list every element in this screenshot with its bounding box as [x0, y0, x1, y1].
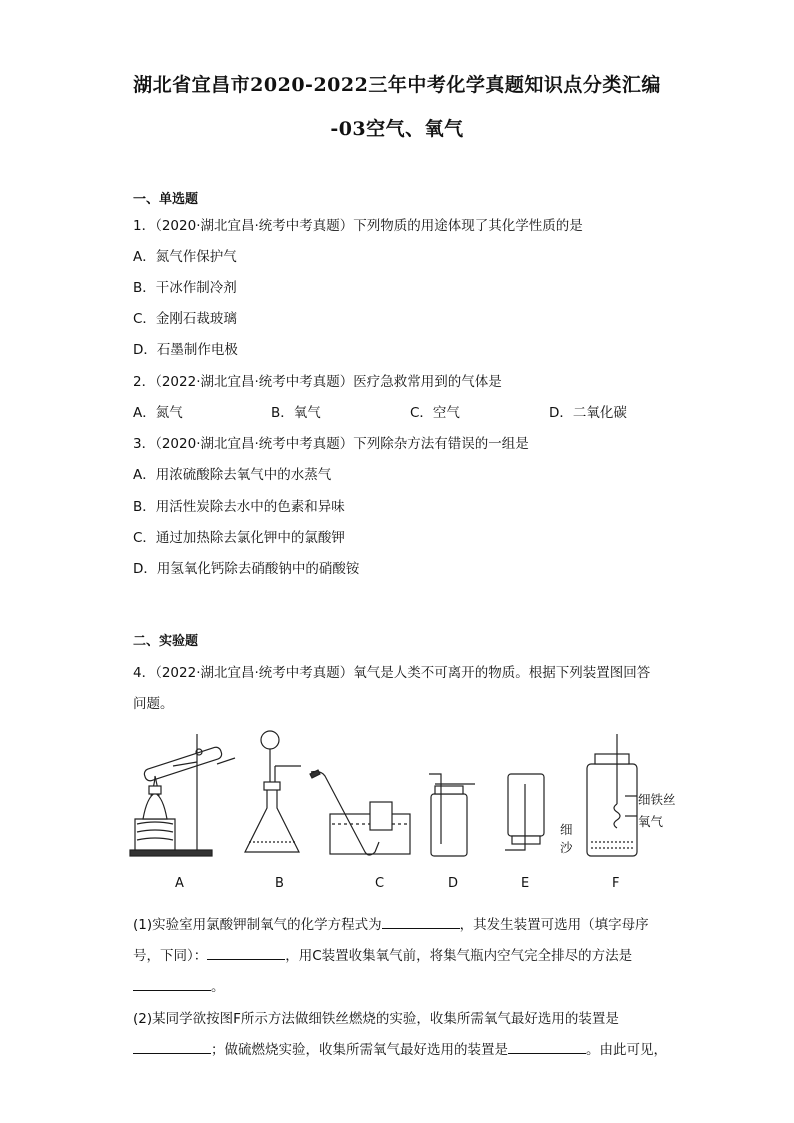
question-1-option-a: A．氮气作保护气	[133, 249, 237, 265]
question-4-stem-line2: 问题。	[133, 696, 174, 712]
question-3-option-c: C．通过加热除去氯化钾中的氯酸钾	[133, 530, 345, 546]
question-4-part-1-line1	[133, 913, 649, 933]
question-3-option-d: D．用氢氧化钙除去硝酸钠中的硝酸铵	[133, 561, 360, 577]
annotation-sand-1: 细	[560, 822, 573, 837]
apparatus-b	[245, 731, 301, 852]
answer-blank[interactable]	[207, 946, 285, 960]
apparatus-a	[130, 734, 235, 856]
question-3-option-b: B．用活性炭除去水中的色素和异味	[133, 499, 345, 515]
question-3-option-a: A．用浓硫酸除去氧气中的水蒸气	[133, 467, 332, 483]
figure-label-c: C	[375, 876, 385, 891]
figure-label-f: F	[612, 876, 620, 891]
q4-p2-text-c: 。由此可见，	[586, 1042, 667, 1058]
annotation-oxygen: 氧气	[638, 814, 664, 829]
question-2-option-c: C．空气	[410, 405, 460, 421]
document-title-line2: -03空气、氧气	[330, 118, 464, 140]
q4-p1-text-b: ，其发生装置可选用（填字母序	[459, 917, 649, 933]
apparatus-d	[429, 774, 475, 856]
q4-p1-text-d: ，用C装置收集氧气前，将集气瓶内空气完全排尽的方法是	[285, 948, 633, 964]
apparatus-e	[505, 774, 544, 850]
question-1-option-d: D．石墨制作电极	[133, 342, 238, 358]
question-4-part-2-line2	[133, 1038, 667, 1058]
question-2-option-b: B．氧气	[271, 405, 321, 421]
question-4-stem-line1: 4．（2022·湖北宜昌·统考中考真题）氧气是人类不可离开的物质。根据下列装置图回答	[133, 665, 651, 681]
apparatus-c	[310, 770, 410, 855]
question-4-part-1-line2	[133, 944, 632, 964]
question-1-option-c: C．金刚石裁玻璃	[133, 311, 237, 327]
question-4-part-2-line1: (2)某同学欲按图F所示方法做细铁丝燃烧的实验，收集所需氧气最好选用的装置是	[133, 1011, 619, 1027]
answer-blank[interactable]	[133, 977, 211, 991]
question-2-stem: 2．（2022·湖北宜昌·统考中考真题）医疗急救常用到的气体是	[133, 374, 502, 390]
question-3-stem: 3．（2020·湖北宜昌·统考中考真题）下列除杂方法有错误的一组是	[133, 436, 529, 452]
question-2-option-a: A．氮气	[133, 405, 183, 421]
section-heading-single-choice: 一、单选题	[133, 192, 199, 207]
question-4-part-1-line3	[133, 975, 225, 995]
q4-p1-text-a: (1)实验室用氯酸钾制氧气的化学方程式为	[133, 917, 382, 933]
question-1-stem: 1．（2020·湖北宜昌·统考中考真题）下列物质的用途体现了其化学性质的是	[133, 218, 583, 234]
document-title-line1: 湖北省宜昌市2020-2022三年中考化学真题知识点分类汇编	[133, 74, 661, 96]
section-heading-experiment: 二、实验题	[133, 634, 199, 649]
figure-label-e: E	[521, 876, 530, 891]
q4-p2-text-b: ；做硫燃烧实验，收集所需氧气最好选用的装置是	[211, 1042, 508, 1058]
answer-blank[interactable]	[133, 1040, 211, 1054]
annotation-iron-wire: 细铁丝	[638, 792, 676, 807]
answer-blank[interactable]	[508, 1040, 586, 1054]
q4-p1-text-e: 。	[211, 979, 225, 995]
figure-label-b: B	[275, 876, 284, 891]
annotation-sand-2: 沙	[560, 840, 573, 855]
answer-blank[interactable]	[382, 915, 460, 929]
question-1-option-b: B．干冰作制冷剂	[133, 280, 237, 296]
apparatus-figure	[125, 724, 695, 894]
question-2-option-d: D．二氧化碳	[549, 405, 627, 421]
q4-p1-text-c: 号，下同）：	[133, 948, 208, 964]
figure-label-d: D	[448, 876, 459, 891]
apparatus-f	[587, 734, 637, 856]
figure-label-a: A	[175, 876, 184, 891]
